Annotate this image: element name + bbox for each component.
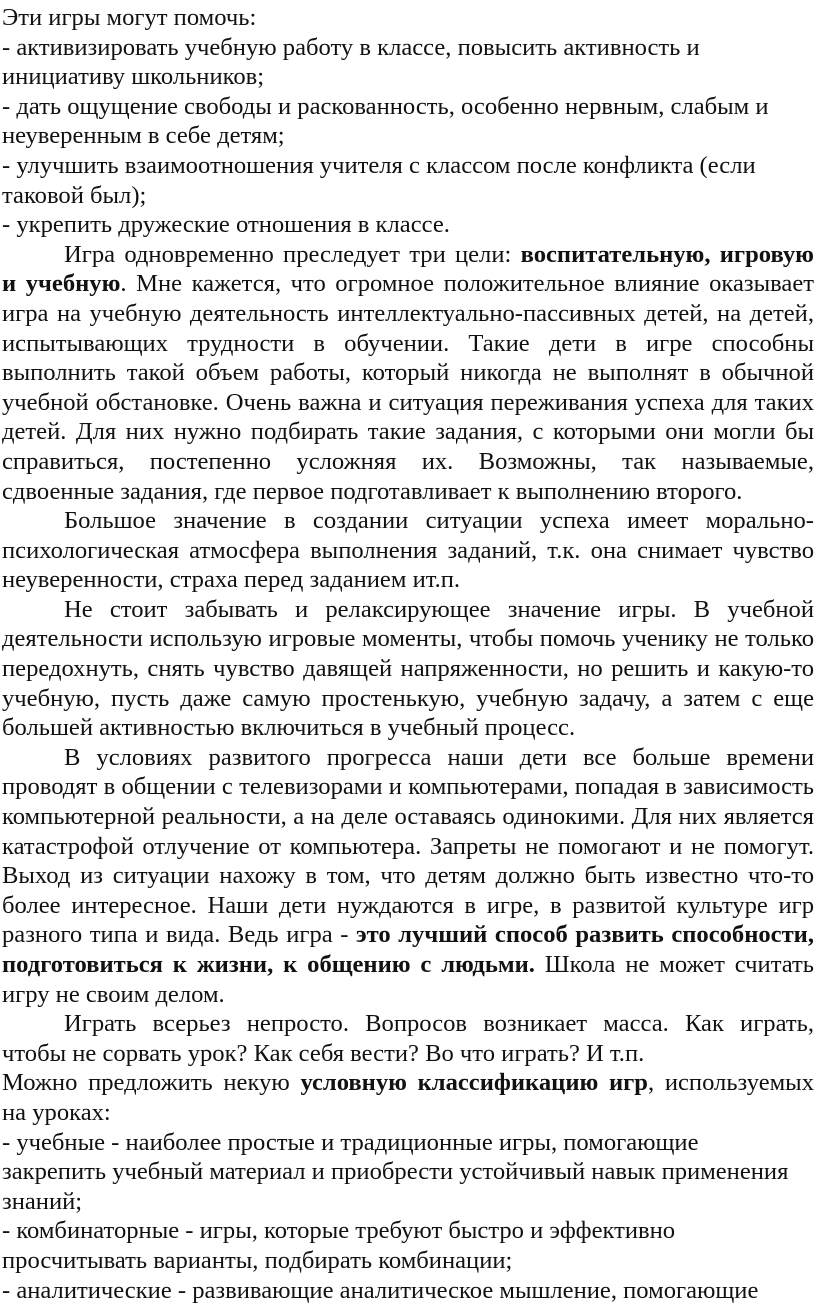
paragraph-game-goals-text-a: Игра одновременно преследует три цели: bbox=[64, 240, 521, 268]
help-item-1: - активизировать учебную работу в классе, повысить активность и инициативу школьников; bbox=[2, 33, 700, 91]
paragraph-play-seriously: Играть всерьез непросто. Вопросов возникает масса. Как играть, чтобы не сорвать урок? Как себя вести? Во что играть? И т.п. bbox=[2, 1010, 814, 1067]
intro-line: Эти игры могут помочь: bbox=[2, 4, 257, 31]
help-item-2: - дать ощущение свободы и раскованность, особенно нервным, слабым и неуверенным в себе детям; bbox=[2, 92, 769, 150]
paragraph-classification-bold: условную классификацию игр bbox=[300, 1069, 648, 1097]
paragraph-classification-text-b: , используемых на уроках: bbox=[2, 1069, 815, 1126]
type-item-educational: - учебные - наиболее простые и традиционные игры, помогающие закрепить учебный материал и приобрести устойчивый навык применения знаний; bbox=[2, 1128, 789, 1215]
type-item-combinatorial: - комбинаторные - игры, которые требуют быстро и эффективно просчитывать варианты, подбирать комбинации; bbox=[2, 1217, 676, 1274]
paragraph-success-atmosphere: Большое значение в создании ситуации успеха имеет морально-психологическая атмосфера выполнения заданий, т.к. она снимает чувство неуверенности, страха перед заданием ит.п. bbox=[2, 507, 814, 594]
paragraph-computer-dependence-text-b: Школа не может считать игру не своим делом. bbox=[2, 951, 814, 1008]
paragraph-classification bbox=[2, 1068, 814, 1127]
paragraph-game-goals-bold: воспитательную, игровую и учебную bbox=[2, 240, 814, 298]
paragraph-game-goals-text-b: . Мне кажется, что огромное положительное влияние оказывает игра на учебную деятельность интеллектуально-пассивных детей, на детей, испытывающих трудности в обучении. Такие дети в игре способны выполнить такой объем работы, который никогда не выполнят в обычной учебной обстановке. Очень важна и ситуация переживания успеха для таких детей. Для них нужно подбирать такие задания, с которыми они могли бы справиться, постепенно усложняя их. Возможны, так называемые, сдвоенные задания, где первое подготавливает к выполнению второго. bbox=[2, 270, 814, 505]
paragraph-computer-dependence bbox=[2, 743, 814, 1009]
paragraph-game-goals bbox=[2, 240, 814, 506]
paragraph-classification-text-a: Можно предложить некую bbox=[2, 1069, 301, 1097]
paragraph-computer-dependence-text-a: В условиях развитого прогресса наши дети все больше времени проводят в общении с телевизорами и компьютерами, попадая в зависимость компьютерной реальности, а на деле оставаясь одинокими. Для них является катастрофой отлучение от компьютера. Запреты не помогают и не помогут. Выход из ситуации нахожу в том, что детям должно быть известно что-то более интересное. Наши дети нуждаются в игре, в развитой культуре игр разного типа и вида. Ведь игра - bbox=[2, 743, 814, 949]
type-item-analytical: - аналитические - развивающие аналитическое мышление, помогающие bbox=[2, 1276, 759, 1304]
help-item-4: - укрепить дружеские отношения в классе. bbox=[2, 211, 450, 239]
paragraph-computer-dependence-bold: это лучший способ развить способности, подготовиться к жизни, к общению с людьми. bbox=[2, 921, 814, 978]
paragraph-relaxing-value: Не стоит забывать и релаксирующее значение игры. В учебной деятельности использую игровые моменты, чтобы помочь ученику не только передохнуть, снять чувство давящей напряженности, но решить и какую-то учебную, пусть даже самую простенькую, учебную задачу, а затем с еще большей активностью включиться в учебный процесс. bbox=[2, 595, 814, 742]
help-item-3: - улучшить взаимоотношения учителя с классом после конфликта (если таковой был); bbox=[2, 151, 756, 209]
